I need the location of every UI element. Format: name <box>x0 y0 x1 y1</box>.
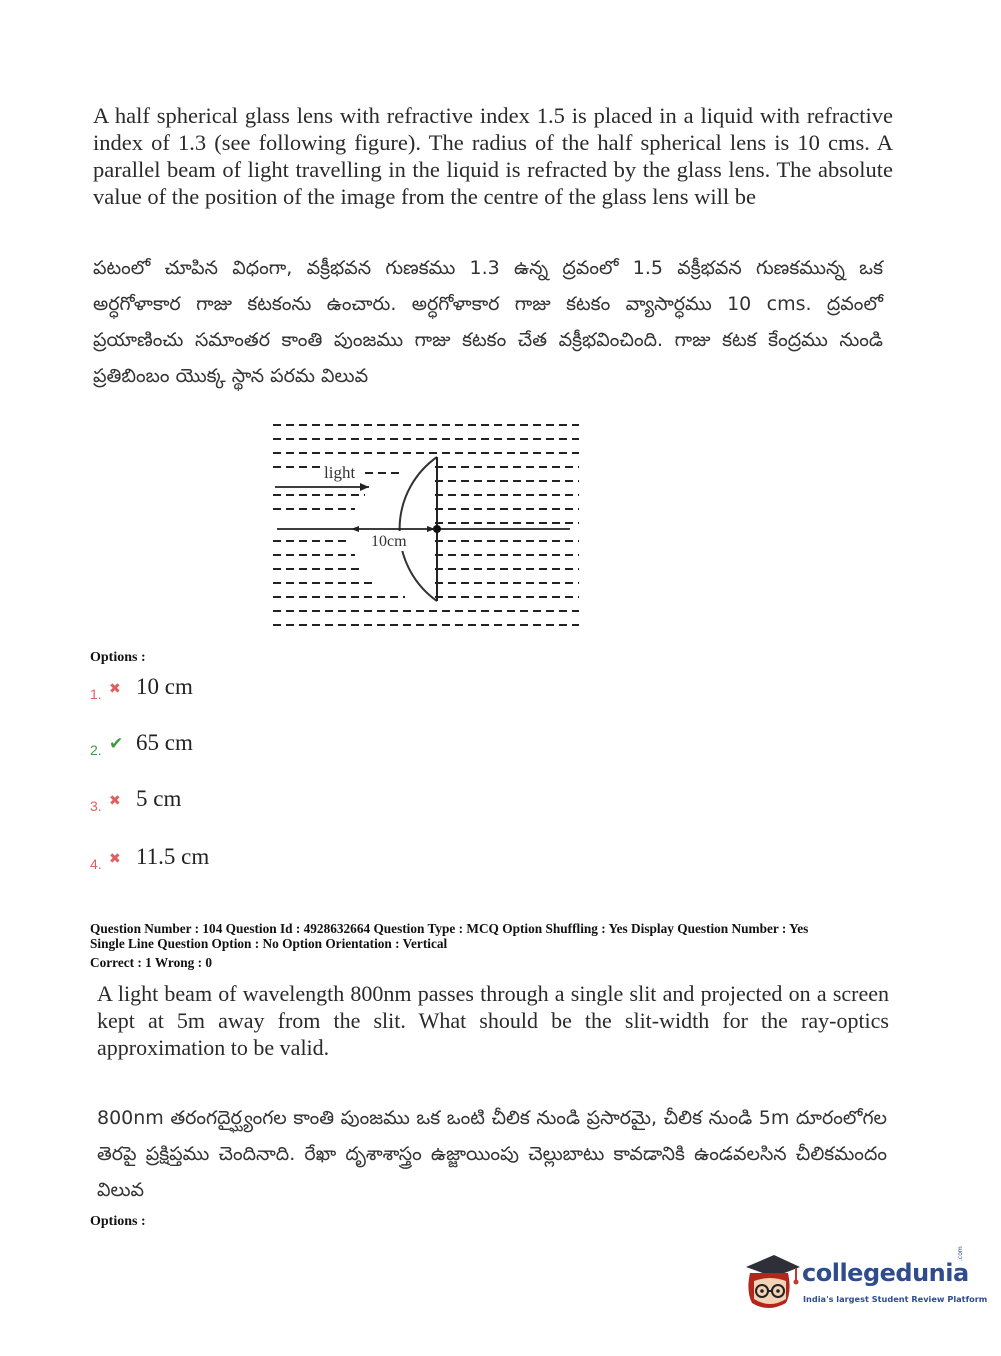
brand-name: collegedunia <box>802 1259 969 1287</box>
liquid-dashed-lines <box>273 425 579 625</box>
cross-icon: ✖ <box>109 851 121 867</box>
option-text: 5 cm <box>136 786 182 811</box>
option-number: 2. <box>90 742 102 758</box>
radius-label: 10cm <box>371 533 407 550</box>
cross-icon: ✖ <box>109 793 121 809</box>
option-number: 1. <box>90 686 102 702</box>
question-text-telugu: పటంలో చూపిన విధంగా, వక్రీభవన గుణకము 1.3 ఉన్న ద్రవంలో 1.5 వక్రీభవన గుణకమున్న ఒక అర్ధగోళాకార గాజు కటకంను ఉంచారు. అర్ధగోళాకార గాజు కటకం వ్యాసార్ధము 10 cms. ద్రవంలో ప్రయాణించు సమాంతర కాంతి పుంజము గాజు కటకం చేత వక్రీభవించింది. గాజు కటక కేంద్రము నుండి ప్రతిబింబం యొక్క స్థాన పరమ విలువ <box>93 257 883 387</box>
check-icon: ✔ <box>109 734 124 754</box>
brand-domain: .com <box>957 1246 964 1261</box>
question-meta <box>90 922 900 971</box>
question-text-english: A half spherical glass lens with refractive index 1.5 is placed in a liquid with refractive index of 1.3 (see following figure). The radius of the half spherical lens is 10 cms. A parallel beam of light travelling in the liquid is refracted by the glass lens. The absolute value of the position of the image from the centre of the glass lens will be <box>93 103 893 209</box>
options-label: Options : <box>90 650 146 665</box>
light-label: light <box>324 463 356 482</box>
collegedunia-logo <box>740 1246 988 1317</box>
radius-arrow-left <box>351 526 359 532</box>
option-text: 11.5 cm <box>136 844 210 869</box>
option-number: 4. <box>90 856 102 872</box>
question-text-english: A light beam of wavelength 800nm passes through a single slit and projected on a screen kept at 5m away from the slit. What should be the slit-width for the ray-optics approximation to be valid. <box>97 981 889 1060</box>
question-meta-line: Single Line Question Option : No Option Orientation : Vertical <box>90 935 448 951</box>
cross-icon: ✖ <box>109 681 121 697</box>
options-label: Options : <box>90 1214 146 1229</box>
marks-line: Correct : 1 Wrong : 0 <box>90 955 212 970</box>
question-meta-line: Question Number : 104 Question Id : 4928632664 Question Type : MCQ Option Shuffling : Yes Display Question Number : Yes <box>90 921 809 936</box>
lens-figure <box>265 415 585 635</box>
question-text-telugu: 800nm తరంగదైర్ఘ్యంగల కాంతి పుంజము ఒక ఒంటి చీలిక నుండి ప్రసారమై, చీలిక నుండి 5m దూరంలోగల తెరపై ప్రక్షిప్తము చెందినాది. రేఖా దృశాశాస్త్రం ఉజ్జాయింపు చెల్లుబాటు కావడానికి ఉండవలసిన చీలికమందం విలువ <box>97 1107 887 1201</box>
brand-tagline: India's largest Student Review Platform <box>803 1294 988 1304</box>
option-number: 3. <box>90 798 102 814</box>
option-text: 65 cm <box>136 730 193 755</box>
mascot-icon <box>740 1251 802 1313</box>
incident-ray-arrow <box>360 483 369 491</box>
option-text: 10 cm <box>136 674 193 699</box>
